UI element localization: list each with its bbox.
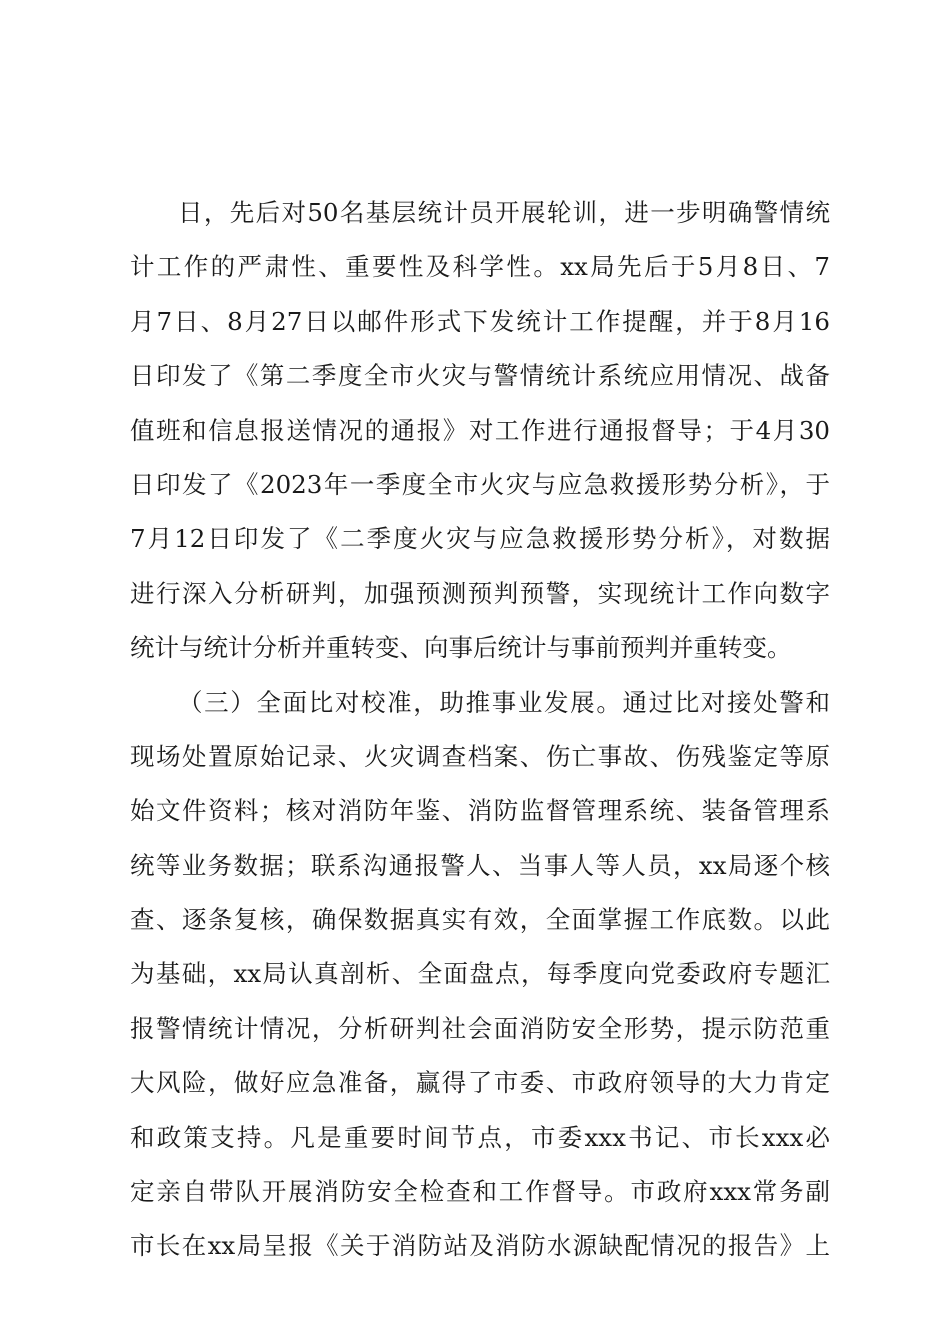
paragraph-first-line: 日，先后对50名基层统计员开展轮训，进一步明确警情统 bbox=[178, 198, 830, 227]
text-line: 定亲自带队开展消防安全检查和工作督导。市政府xxx常务副 bbox=[130, 1177, 830, 1207]
text-line: 统等业务数据；联系沟通报警人、当事人等人员，xx局逐个核 bbox=[130, 850, 830, 880]
text-line: 查、逐条复核，确保数据真实有效，全面掌握工作底数。以此 bbox=[130, 905, 830, 935]
text-line: 市长在xx局呈报《关于消防站及消防水源缺配情况的报告》上 bbox=[130, 1231, 830, 1261]
paragraph-first-line: （三）全面比对校准，助推事业发展。通过比对接处警和 bbox=[178, 687, 830, 717]
text-line: 报警情统计情况，分析研判社会面消防安全形势，提示防范重 bbox=[130, 1013, 830, 1043]
text-line: 7月12日印发了《二季度火灾与应急救援形势分析》，对数据 bbox=[130, 524, 830, 554]
text-line: 计工作的严肃性、重要性及科学性。xx局先后于5月8日、7 bbox=[130, 252, 830, 282]
text-line: 和政策支持。凡是重要时间节点，市委xxx书记、市长xxx必 bbox=[130, 1122, 830, 1152]
text-line: 月7日、8月27日以邮件形式下发统计工作提醒，并于8月16 bbox=[130, 306, 830, 336]
text-line: 为基础，xx局认真剖析、全面盘点，每季度向党委政府专题汇 bbox=[130, 959, 830, 989]
text-line: 始文件资料；核对消防年鉴、消防监督管理系统、装备管理系 bbox=[130, 796, 830, 826]
document-body bbox=[130, 186, 830, 1274]
text-line: 大风险，做好应急准备，赢得了市委、市政府领导的大力肯定 bbox=[130, 1068, 830, 1098]
text-line: 现场处置原始记录、火灾调查档案、伤亡事故、伤残鉴定等原 bbox=[130, 741, 830, 771]
text-line: 进行深入分析研判，加强预测预判预警，实现统计工作向数字 bbox=[130, 578, 830, 608]
text-line: 日印发了《第二季度全市火灾与警情统计系统应用情况、战备 bbox=[130, 361, 830, 391]
text-line: 日印发了《2023年一季度全市火灾与应急救援形势分析》，于 bbox=[130, 469, 830, 499]
text-line: 值班和信息报送情况的通报》对工作进行通报督导；于4月30 bbox=[130, 415, 830, 445]
text-line: 统计与统计分析并重转变、向事后统计与事前预判并重转变。 bbox=[130, 633, 792, 663]
